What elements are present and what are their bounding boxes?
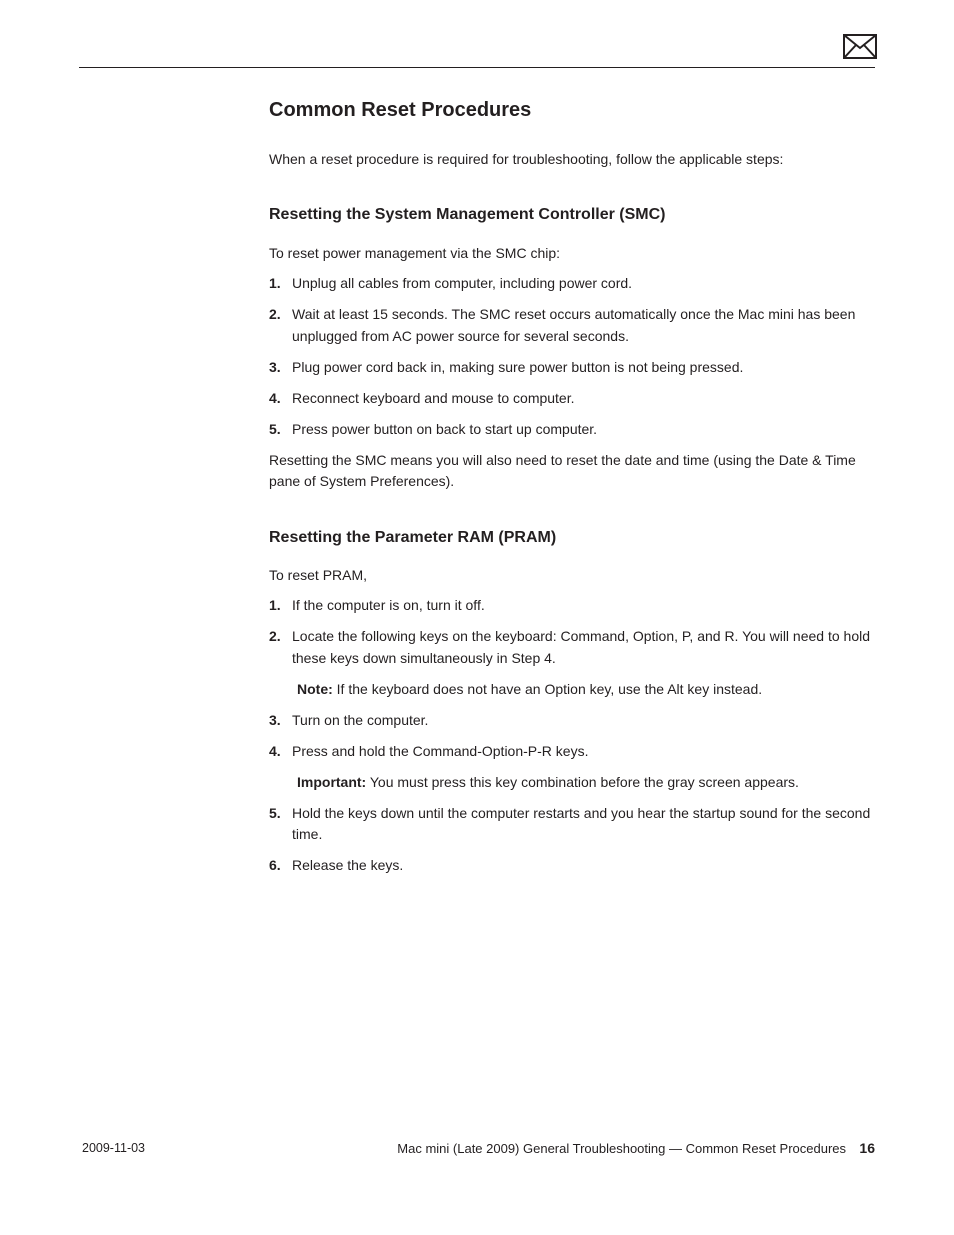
important-body: You must press this key combination before the gray screen appears.	[366, 773, 799, 790]
list-item	[269, 855, 874, 877]
list-item	[269, 803, 874, 846]
important-text	[269, 772, 874, 794]
step-text: Unplug all cables from computer, including power cord.	[292, 275, 633, 291]
step-text: Turn on the computer.	[292, 711, 429, 728]
step-number: 3.	[269, 358, 281, 375]
smc-heading: Resetting the System Management Controller (SMC)	[269, 205, 666, 223]
smc-lead: To reset power management via the SMC chip:	[269, 244, 561, 261]
list-item	[269, 419, 874, 441]
step-text: If the computer is on, turn it off.	[292, 597, 485, 613]
note-body: If the keyboard does not have an Option key, use the Alt key instead.	[332, 680, 763, 697]
header-rule	[79, 67, 875, 68]
step-number: 2.	[269, 306, 281, 322]
list-item	[269, 273, 874, 295]
footer-title: Mac mini (Late 2009) General Troubleshooting — Common Reset Procedures	[397, 1141, 846, 1156]
step-number: 5.	[269, 804, 281, 821]
smc-steps	[269, 273, 874, 440]
step-text: Reconnect keyboard and mouse to computer.	[292, 389, 575, 406]
list-item	[269, 741, 874, 763]
intro-text: When a reset procedure is required for troubleshooting, follow the applicable steps:	[269, 151, 784, 167]
step-text: Press power button on back to start up computer.	[292, 420, 598, 437]
smc-after-text: Resetting the SMC means you will also need to reset the date and time (using the Date & Time pane of System Preferences).	[269, 451, 856, 489]
note-text	[269, 679, 874, 701]
main-content	[269, 96, 874, 886]
step-number: 6.	[269, 857, 281, 873]
list-item	[269, 626, 874, 669]
important-label: Important:	[297, 773, 367, 790]
pram-steps	[269, 595, 874, 669]
envelope-icon[interactable]	[843, 34, 877, 59]
list-item	[269, 304, 874, 347]
step-text: Plug power cord back in, making sure power button is not being pressed.	[292, 358, 744, 375]
page-number: 16	[859, 1140, 875, 1156]
step-text: Wait at least 15 seconds. The SMC reset occurs automatically once the Mac mini has been unplugged from AC power source for several seconds.	[292, 306, 856, 344]
step-text: Hold the keys down until the computer restarts and you hear the startup sound for the second time.	[292, 804, 871, 842]
pram-lead: To reset PRAM,	[269, 566, 368, 583]
step-number: 5.	[269, 420, 281, 437]
pram-heading: Resetting the Parameter RAM (PRAM)	[269, 528, 557, 546]
list-item	[269, 357, 874, 379]
page-title: Common Reset Procedures	[269, 99, 532, 121]
list-item	[269, 710, 874, 732]
step-number: 2.	[269, 628, 281, 644]
step-number: 3.	[269, 711, 281, 728]
step-number: 1.	[269, 275, 281, 291]
step-number: 1.	[269, 597, 281, 613]
footer-date: 2009-11-03	[82, 1141, 146, 1155]
step-number: 4.	[269, 389, 281, 406]
step-text: Press and hold the Command-Option-P-R keys.	[292, 742, 589, 759]
list-item	[269, 595, 874, 617]
pram-steps-end	[269, 803, 874, 877]
pram-steps-cont	[269, 710, 874, 763]
step-number: 4.	[269, 742, 281, 759]
step-text: Release the keys.	[292, 857, 404, 873]
step-text: Locate the following keys on the keyboard: Command, Option, P, and R. You will need to hold these keys down simultaneously in Step 4.	[292, 628, 870, 666]
list-item	[269, 388, 874, 410]
note-label: Note:	[297, 680, 333, 697]
